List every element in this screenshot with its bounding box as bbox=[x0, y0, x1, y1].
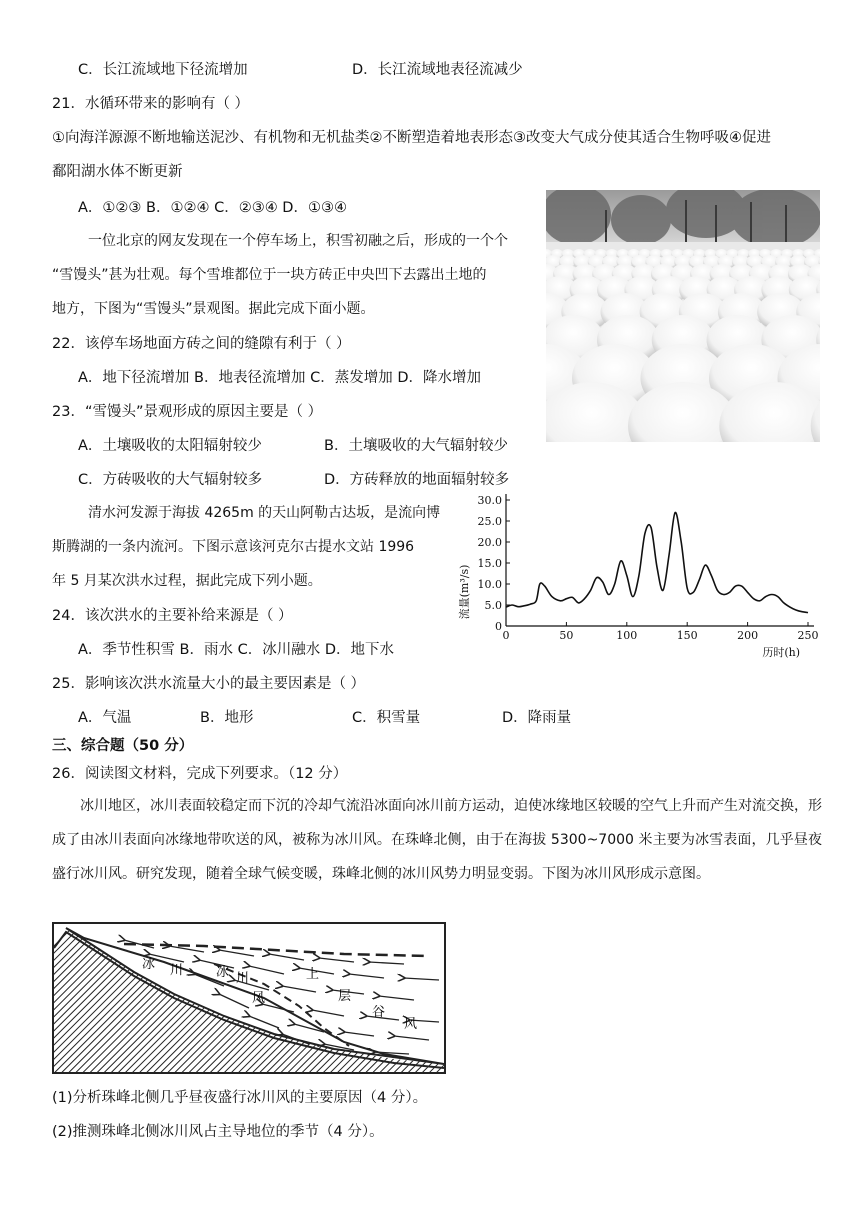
valley-wind-label-2: 层 bbox=[338, 989, 352, 1004]
q25-option-b: B．地形 bbox=[200, 710, 254, 726]
wind-arrow bbox=[319, 958, 354, 962]
wind-arrow bbox=[219, 950, 254, 956]
q23-option-a: A．土壤吸收的太阳辐射较少 bbox=[78, 438, 262, 454]
q22-context-line2: “雪馒头”甚为壮观。每个雪堆都位于一块方砖正中央凹下去露出土地的 bbox=[52, 267, 487, 283]
glacier-wind-label-1: 冰 bbox=[216, 965, 230, 980]
valley-wind-label-3: 谷 bbox=[372, 1005, 386, 1020]
valley-wind-label-4: 风 bbox=[404, 1017, 418, 1032]
q21-stem: 21．水循环带来的影响有（ ） bbox=[52, 96, 250, 112]
x-tick-label: 200 bbox=[737, 629, 759, 642]
q21-options: A．①②③ B．①②④ C．②③④ D．①③④ bbox=[78, 200, 347, 216]
discharge-series-line bbox=[506, 512, 808, 612]
wind-arrow bbox=[394, 1036, 429, 1040]
wind-arrow bbox=[312, 1010, 344, 1016]
y-tick-label: 25.0 bbox=[477, 515, 502, 528]
q22-context-line1: 一位北京的网友发现在一个停车场上，积雪初融之后，形成的一个个 bbox=[88, 233, 508, 249]
y-tick-label: 20.0 bbox=[477, 536, 502, 549]
q23-option-c: C．方砖吸收的大气辐射较多 bbox=[78, 472, 263, 488]
q21-statements-line1: ①向海洋源源不断地输送泥沙、有机物和无机盐类②不断塑造着地表形态③改变大气成分使其适合生物呼吸④促进 bbox=[52, 130, 771, 146]
q22-options: A．地下径流增加 B．地表径流增加 C．蒸发增加 D．降水增加 bbox=[78, 370, 481, 386]
section-heading: 三、综合题（50 分） bbox=[52, 738, 194, 754]
wind-arrow bbox=[282, 986, 316, 992]
y-axis-label: 流量(m³/s) bbox=[458, 564, 471, 620]
snow-mound-photo bbox=[546, 190, 820, 442]
x-tick-label: 50 bbox=[559, 629, 574, 642]
y-tick-label: 5.0 bbox=[484, 599, 502, 612]
wind-arrow bbox=[404, 978, 439, 980]
q26-material: 冰川地区，冰川表面较稳定而下沉的冷却气流沿冰面向冰川前方运动，迫使冰缘地区较暖的空气上升而产生对流交换，形成了由冰川表面向冰缘地带吹送的风，被称为冰川风。在珠峰北侧，由于在海拔 5300~7000 米主要为冰雪表面，几乎昼夜盛行冰川风。研究发现，随着全球气候变暖，珠峰北侧的冰川风势力明显变弱。下图为冰川风形成示意图。 bbox=[52, 798, 822, 882]
wind-arrow bbox=[349, 974, 384, 978]
q23-option-b: B．土壤吸收的大气辐射较少 bbox=[324, 438, 508, 454]
q26-stem: 26．阅读图文材料，完成下列要求。（12 分） bbox=[52, 766, 348, 782]
flood-hydrograph-chart bbox=[444, 488, 824, 666]
snow-mound-image bbox=[546, 190, 820, 442]
q24-context-line2: 斯腾湖的一条内流河。下图示意该河克尔古提水文站 1996 bbox=[52, 539, 415, 555]
y-tick-label: 0 bbox=[495, 620, 502, 633]
x-axis-label: 历时(h) bbox=[762, 646, 800, 659]
x-tick-label: 100 bbox=[616, 629, 638, 642]
wind-arrow bbox=[249, 966, 284, 974]
wind-arrow bbox=[344, 1032, 374, 1036]
q20-option-c: C．长江流域地下径流增加 bbox=[78, 62, 248, 78]
q25-option-a: A．气温 bbox=[78, 710, 132, 726]
q23-option-d: D．方砖释放的地面辐射较多 bbox=[324, 472, 510, 488]
q24-stem: 24．该次洪水的主要补给来源是（ ） bbox=[52, 608, 293, 624]
glacier-wind-label-3: 风 bbox=[252, 991, 266, 1006]
q20-option-d: D．长江流域地表径流减少 bbox=[352, 62, 523, 78]
q25-option-c: C．积雪量 bbox=[352, 710, 421, 726]
wind-arrow bbox=[269, 954, 304, 960]
glacier-label-2: 川 bbox=[170, 963, 184, 978]
glacier-wind-label-2: 川 bbox=[236, 971, 250, 986]
q25-stem: 25．影响该次洪水流量大小的最主要因素是（ ） bbox=[52, 676, 366, 692]
q24-context-line1: 清水河发源于海拔 4265m 的天山阿勒古达坂，是流向博 bbox=[88, 505, 441, 521]
y-tick-label: 10.0 bbox=[477, 578, 502, 591]
q26-sub1: (1)分析珠峰北侧几乎昼夜盛行冰川风的主要原因（4 分）。 bbox=[52, 1090, 428, 1106]
glacier-wind-diagram-svg bbox=[54, 924, 444, 1072]
glacier-label-1: 冰 bbox=[142, 957, 156, 972]
wind-arrow bbox=[379, 996, 414, 1000]
x-tick-label: 250 bbox=[797, 629, 819, 642]
x-tick-label: 150 bbox=[676, 629, 698, 642]
y-tick-label: 30.0 bbox=[477, 494, 502, 507]
y-tick-label: 15.0 bbox=[477, 557, 502, 570]
wind-arrow bbox=[369, 962, 404, 964]
q26-sub2: (2)推测珠峰北侧冰川风占主导地位的季节（4 分）。 bbox=[52, 1124, 384, 1140]
x-tick-label: 0 bbox=[502, 629, 510, 642]
glacier-wind-diagram bbox=[52, 922, 446, 1074]
q23-stem: 23．“雪馒头”景观形成的原因主要是（ ） bbox=[52, 404, 323, 420]
q21-statements-line2: 鄱阳湖水体不断更新 bbox=[52, 164, 183, 180]
q24-options: A．季节性积雪 B．雨水 C．冰川融水 D．地下水 bbox=[78, 642, 394, 658]
q25-option-d: D．降雨量 bbox=[502, 710, 572, 726]
q22-stem: 22．该停车场地面方砖之间的缝隙有利于（ ） bbox=[52, 336, 351, 352]
q22-context-line3: 地方，下图为“雪馒头”景观图。据此完成下面小题。 bbox=[52, 301, 375, 317]
q24-context-line3: 年 5 月某次洪水过程，据此完成下列小题。 bbox=[52, 573, 322, 589]
valley-wind-label-1: 上 bbox=[306, 967, 320, 982]
